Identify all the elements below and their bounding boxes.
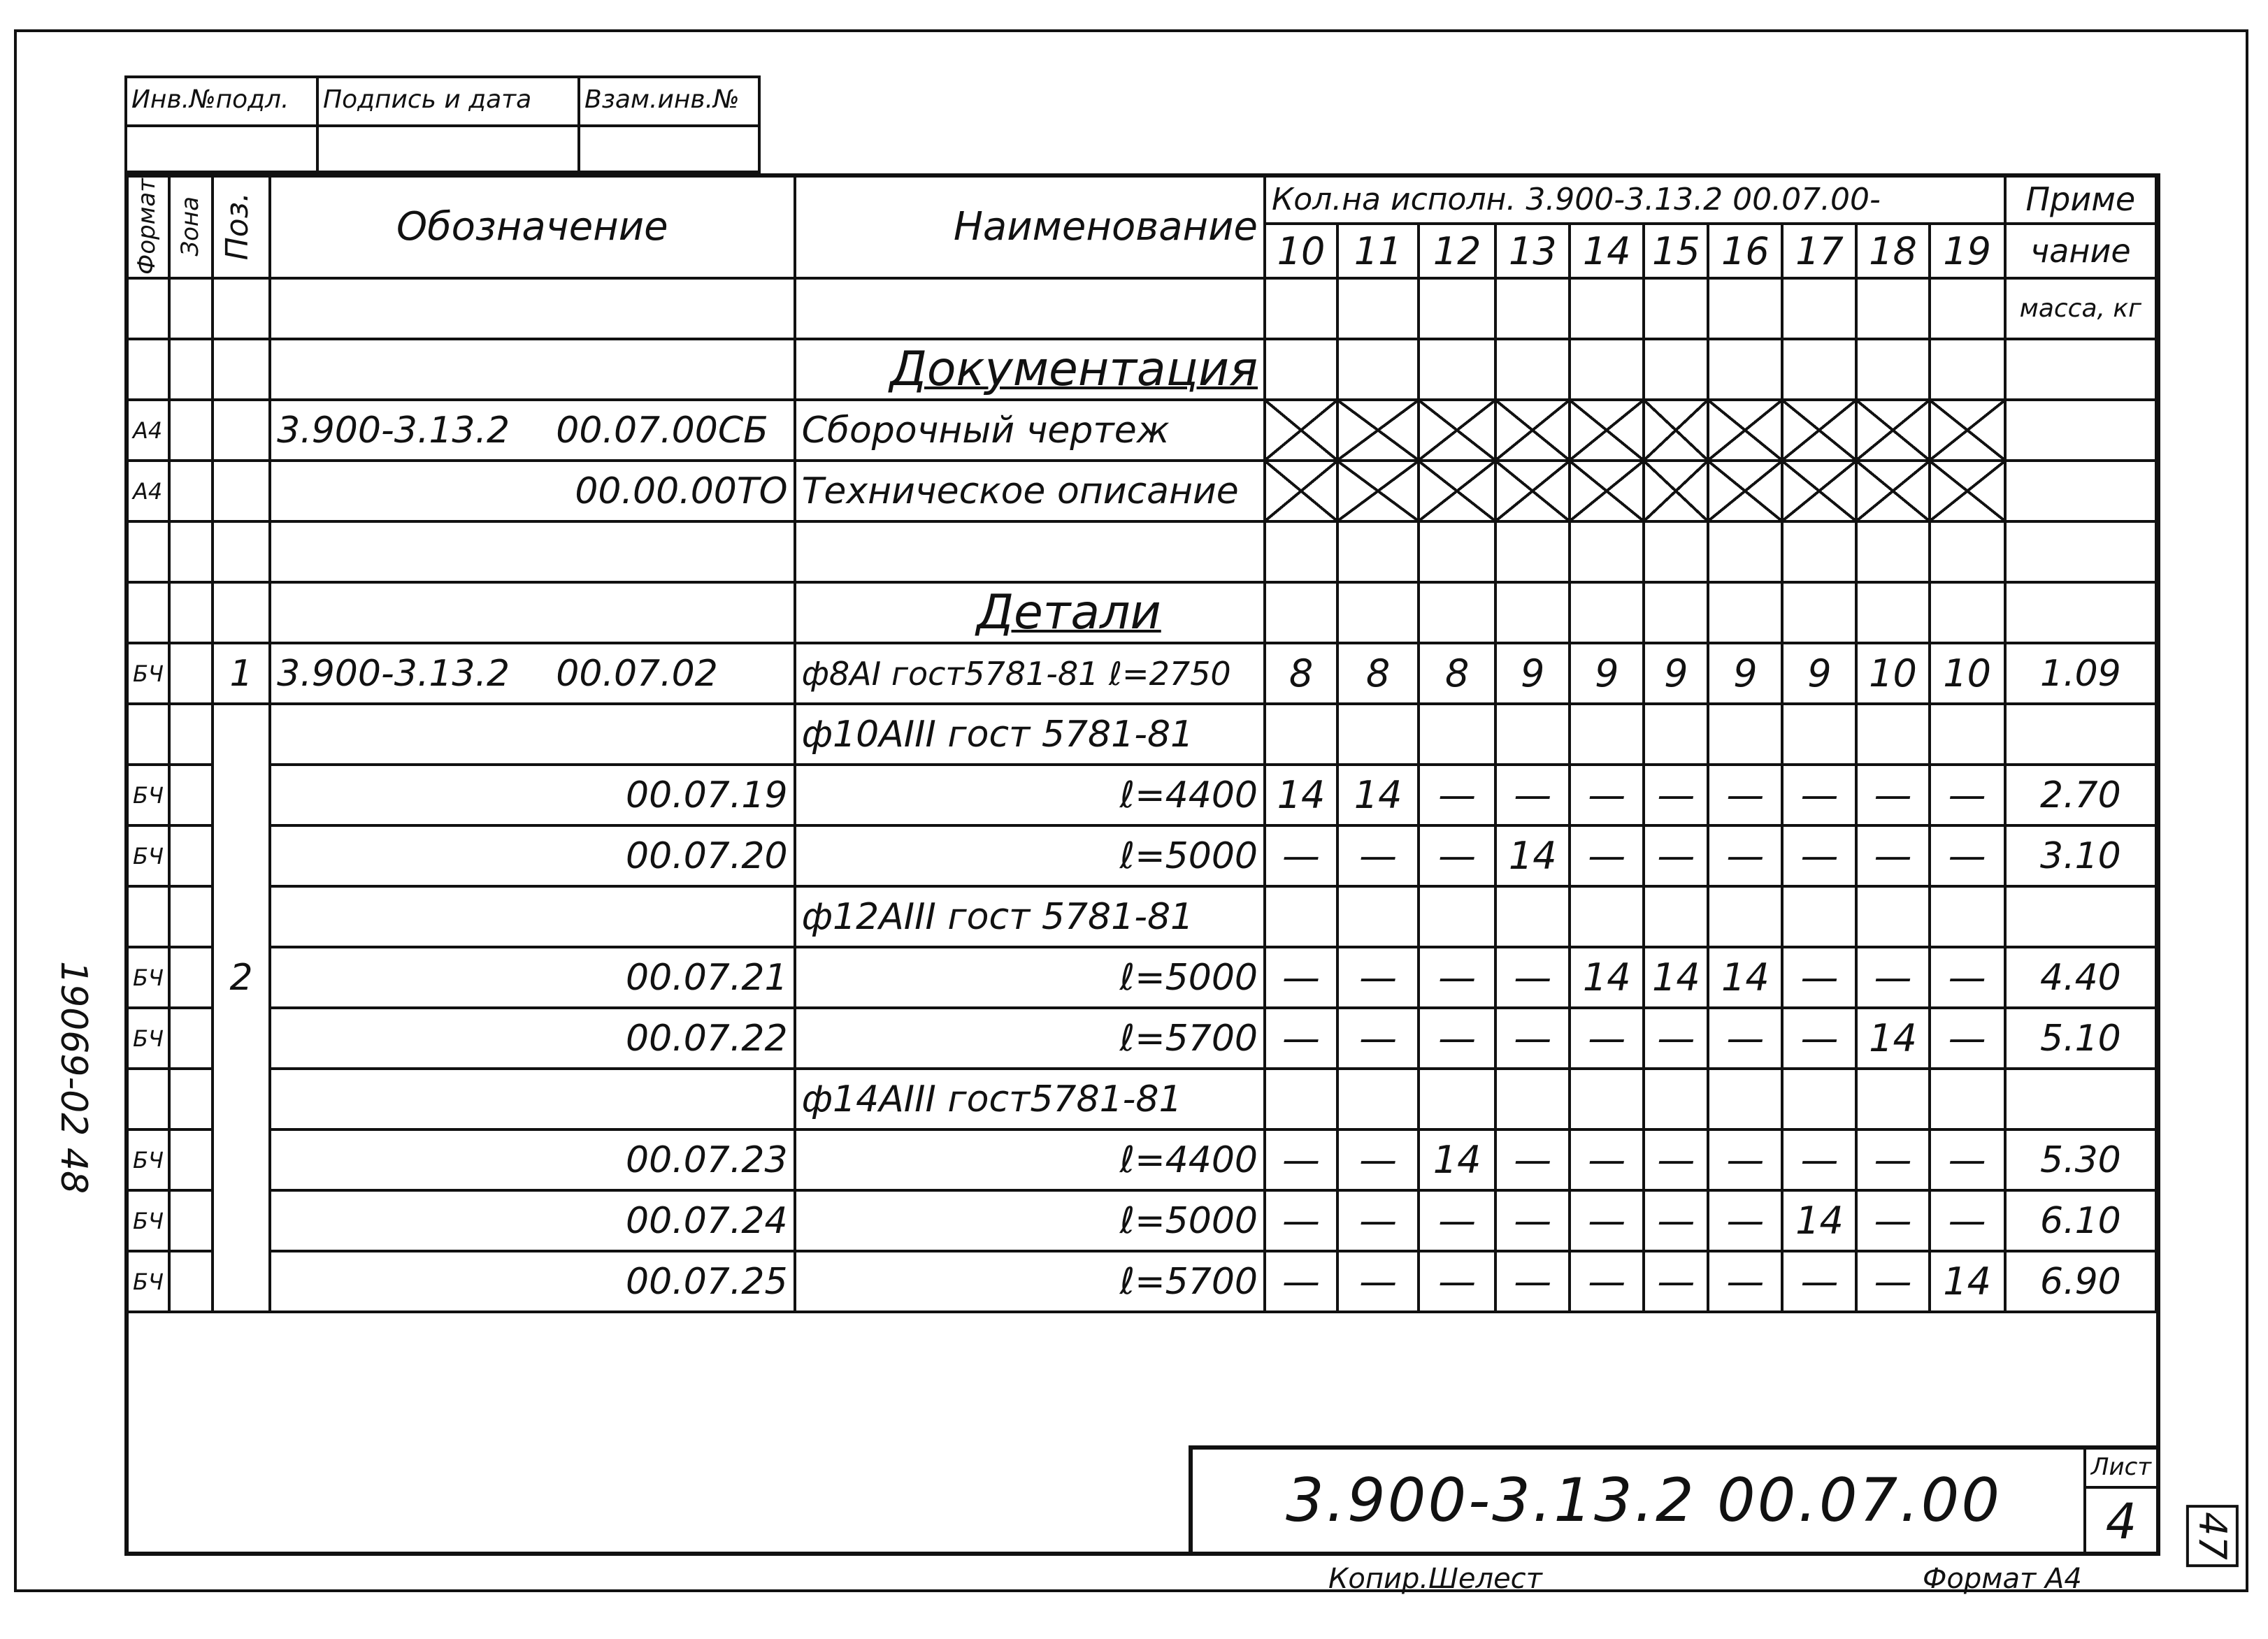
- qty-cell: —: [1570, 1129, 1644, 1190]
- row-designation: 00.00.00ТО: [270, 461, 794, 521]
- qty-cell: —: [1856, 1251, 1929, 1312]
- row-format: А4: [126, 400, 169, 461]
- row-designation: 00.07.21: [270, 947, 794, 1008]
- qty-cell: 8: [1337, 643, 1419, 704]
- row-format: А4: [126, 461, 169, 521]
- qty-cell: —: [1856, 947, 1929, 1008]
- header-col-10: 10: [1265, 224, 1337, 278]
- section-row-details: [126, 582, 2156, 643]
- sheet-box: [2083, 1450, 2156, 1552]
- qty-cell: —: [1337, 947, 1419, 1008]
- qty-cell: —: [1495, 947, 1570, 1008]
- row-pos: 2: [213, 947, 270, 1008]
- qty-cell: 8: [1419, 643, 1495, 704]
- group-name: ф14АIII гост5781-81: [795, 1069, 1265, 1129]
- table-row: [126, 278, 2156, 339]
- page-number: 47: [2186, 1505, 2239, 1567]
- qty-cell: 10: [1930, 643, 2005, 704]
- stamp-replace-inv-label: Взам.инв.№: [580, 78, 758, 127]
- qty-cell: 14: [1930, 1251, 2005, 1312]
- archive-number: 19069-02 48: [52, 961, 94, 1194]
- table-row: [126, 1129, 2156, 1190]
- mass-unit-note: масса, кг: [2005, 278, 2156, 339]
- footer-copied: Копир.Шелест: [1328, 1563, 1542, 1595]
- header-pos: Поз.: [213, 175, 270, 278]
- qty-cell: —: [1644, 1190, 1708, 1251]
- header-zone: Зона: [169, 175, 213, 278]
- table-row: [126, 1190, 2156, 1251]
- stamp-inv-no: [124, 75, 319, 173]
- title-block: [1189, 1445, 2160, 1556]
- row-note: 2.70: [2005, 765, 2156, 825]
- qty-cell: —: [1337, 1251, 1419, 1312]
- qty-cell: —: [1337, 1129, 1419, 1190]
- header-col-12: 12: [1419, 224, 1495, 278]
- qty-cell: —: [1644, 1008, 1708, 1069]
- row-note: 5.30: [2005, 1129, 2156, 1190]
- qty-cell: —: [1419, 1008, 1495, 1069]
- qty-cell: —: [1930, 1129, 2005, 1190]
- qty-cell: 14: [1782, 1190, 1856, 1251]
- qty-cell: —: [1570, 825, 1644, 886]
- qty-cell: —: [1782, 825, 1856, 886]
- qty-cell: 14: [1265, 765, 1337, 825]
- header-col-11: 11: [1337, 224, 1419, 278]
- row-designation: 00.07.24: [270, 1190, 794, 1251]
- qty-cell: —: [1265, 825, 1337, 886]
- qty-cell: 14: [1337, 765, 1419, 825]
- qty-cell: —: [1570, 1008, 1644, 1069]
- row-designation: 00.07.25: [270, 1251, 794, 1312]
- qty-cell: —: [1856, 765, 1929, 825]
- row-note: 5.10: [2005, 1008, 2156, 1069]
- qty-cell: 14: [1708, 947, 1782, 1008]
- table-row: [126, 1008, 2156, 1069]
- row-name: ℓ=5000: [795, 1190, 1265, 1251]
- qty-cell: —: [1419, 825, 1495, 886]
- row-pos: 1: [213, 643, 270, 704]
- qty-cell: —: [1495, 1008, 1570, 1069]
- row-name: ф8АI гост5781-81 ℓ=2750: [795, 643, 1265, 704]
- header-col-13: 13: [1495, 224, 1570, 278]
- table-row: [126, 886, 2156, 947]
- qty-cell: —: [1782, 947, 1856, 1008]
- row-format: БЧ: [126, 825, 169, 886]
- row-format: БЧ: [126, 1251, 169, 1312]
- qty-cell: —: [1265, 1008, 1337, 1069]
- qty-cell: —: [1495, 1190, 1570, 1251]
- qty-cell: —: [1570, 765, 1644, 825]
- qty-cell: —: [1856, 1129, 1929, 1190]
- footer-format: Формат А4: [1923, 1563, 2082, 1595]
- qty-cell: —: [1856, 825, 1929, 886]
- qty-cell: —: [1644, 1251, 1708, 1312]
- row-designation: 00.07.23: [270, 1129, 794, 1190]
- qty-cell: —: [1708, 1129, 1782, 1190]
- table-row: [126, 765, 2156, 825]
- specification-table: [124, 173, 2158, 1313]
- header-col-15: 15: [1644, 224, 1708, 278]
- qty-cell: —: [1495, 1129, 1570, 1190]
- qty-cell: 10: [1856, 643, 1929, 704]
- qty-cell: —: [1419, 1190, 1495, 1251]
- qty-cell: —: [1495, 1251, 1570, 1312]
- qty-cell: —: [1337, 1190, 1419, 1251]
- table-row: [126, 1251, 2156, 1312]
- qty-cell: —: [1782, 765, 1856, 825]
- row-note: 1.09: [2005, 643, 2156, 704]
- qty-cell: —: [1782, 1008, 1856, 1069]
- qty-cell: —: [1782, 1129, 1856, 1190]
- table-row: [126, 825, 2156, 886]
- qty-cell: 9: [1708, 643, 1782, 704]
- sheet-label: Лист: [2086, 1450, 2156, 1489]
- qty-cell: —: [1419, 947, 1495, 1008]
- qty-cell: —: [1265, 1129, 1337, 1190]
- header-col-19: 19: [1930, 224, 2005, 278]
- qty-cell: —: [1930, 765, 2005, 825]
- qty-cell: —: [1930, 1190, 2005, 1251]
- section-documentation: Документация: [795, 339, 1265, 400]
- qty-cell: —: [1265, 1190, 1337, 1251]
- qty-cell: —: [1930, 1008, 2005, 1069]
- header-col-18: 18: [1856, 224, 1929, 278]
- row-designation: 00.07.19: [270, 765, 794, 825]
- row-name: ℓ=5000: [795, 947, 1265, 1008]
- qty-cell: —: [1708, 765, 1782, 825]
- table-row: [126, 643, 2156, 704]
- qty-cell: —: [1856, 1190, 1929, 1251]
- table-row: [126, 704, 2156, 765]
- qty-cell: —: [1419, 1251, 1495, 1312]
- row-designation: 00.07.22: [270, 1008, 794, 1069]
- row-name: ℓ=4400: [795, 1129, 1265, 1190]
- qty-cell: 9: [1782, 643, 1856, 704]
- qty-cell: 9: [1495, 643, 1570, 704]
- row-name: ℓ=5700: [795, 1251, 1265, 1312]
- qty-cell: —: [1644, 1129, 1708, 1190]
- qty-cell: —: [1644, 825, 1708, 886]
- stamp-sign-date: [316, 75, 580, 173]
- qty-cell: 9: [1570, 643, 1644, 704]
- table-row: [126, 947, 2156, 1008]
- row-name: Техническое описание: [795, 461, 1265, 521]
- qty-cell: —: [1930, 947, 2005, 1008]
- qty-cell: —: [1708, 1190, 1782, 1251]
- header-col-14: 14: [1570, 224, 1644, 278]
- qty-cell: —: [1337, 825, 1419, 886]
- group-name: ф10АIII гост 5781-81: [795, 704, 1265, 765]
- qty-cell: —: [1265, 947, 1337, 1008]
- table-row: [126, 521, 2156, 582]
- section-details: Детали: [795, 582, 1265, 643]
- qty-cell: 14: [1570, 947, 1644, 1008]
- qty-cell: 14: [1644, 947, 1708, 1008]
- qty-cell: —: [1495, 765, 1570, 825]
- header-note-top: Приме: [2005, 175, 2156, 224]
- header-col-16: 16: [1708, 224, 1782, 278]
- table-row: [126, 461, 2156, 521]
- header-name: Наименование: [795, 175, 1265, 278]
- qty-cell: —: [1419, 765, 1495, 825]
- stamp-inv-no-label: Инв.№подл.: [127, 78, 316, 127]
- row-note: 6.10: [2005, 1190, 2156, 1251]
- qty-cell: 14: [1495, 825, 1570, 886]
- qty-cell: —: [1930, 825, 2005, 886]
- qty-cell: —: [1570, 1251, 1644, 1312]
- qty-cell: —: [1708, 1251, 1782, 1312]
- document-number: 3.900-3.13.2 00.07.00: [1285, 1466, 2002, 1536]
- qty-cell: 9: [1644, 643, 1708, 704]
- qty-cell: —: [1337, 1008, 1419, 1069]
- header-note-bottom: чание: [2005, 224, 2156, 278]
- section-row-documentation: [126, 339, 2156, 400]
- row-format: БЧ: [126, 1008, 169, 1069]
- qty-cell: —: [1708, 825, 1782, 886]
- stamp-sign-date-label: Подпись и дата: [319, 78, 577, 127]
- header-col-17: 17: [1782, 224, 1856, 278]
- row-format: БЧ: [126, 1129, 169, 1190]
- table-row: [126, 1069, 2156, 1129]
- row-format: БЧ: [126, 765, 169, 825]
- row-designation: 3.900-3.13.2 00.07.02: [270, 643, 794, 704]
- sheet-number: 4: [2105, 1493, 2137, 1550]
- qty-cell: —: [1570, 1190, 1644, 1251]
- row-name: ℓ=5000: [795, 825, 1265, 886]
- qty-cell: —: [1708, 1008, 1782, 1069]
- table-row: [126, 400, 2156, 461]
- row-note: 6.90: [2005, 1251, 2156, 1312]
- qty-cell: —: [1265, 1251, 1337, 1312]
- qty-cell: 8: [1265, 643, 1337, 704]
- row-name: ℓ=5700: [795, 1008, 1265, 1069]
- row-name: Сборочный чертеж: [795, 400, 1265, 461]
- qty-cell: —: [1782, 1251, 1856, 1312]
- row-format: БЧ: [126, 1190, 169, 1251]
- row-name: ℓ=4400: [795, 765, 1265, 825]
- stamp-replace-inv: [577, 75, 761, 173]
- row-format: БЧ: [126, 643, 169, 704]
- header-format: Формат: [126, 175, 169, 278]
- row-designation: 3.900-3.13.2 00.07.00СБ: [270, 400, 794, 461]
- row-note: 4.40: [2005, 947, 2156, 1008]
- header-qty-group: Кол.на исполн. 3.900-3.13.2 00.07.00-: [1265, 175, 2005, 224]
- row-format: БЧ: [126, 947, 169, 1008]
- row-designation: 00.07.20: [270, 825, 794, 886]
- group-name: ф12АIII гост 5781-81: [795, 886, 1265, 947]
- qty-cell: 14: [1856, 1008, 1929, 1069]
- qty-cell: 14: [1419, 1129, 1495, 1190]
- row-note: 3.10: [2005, 825, 2156, 886]
- header-row-1: [126, 175, 2156, 224]
- header-designation: Обозначение: [270, 175, 794, 278]
- qty-cell: —: [1644, 765, 1708, 825]
